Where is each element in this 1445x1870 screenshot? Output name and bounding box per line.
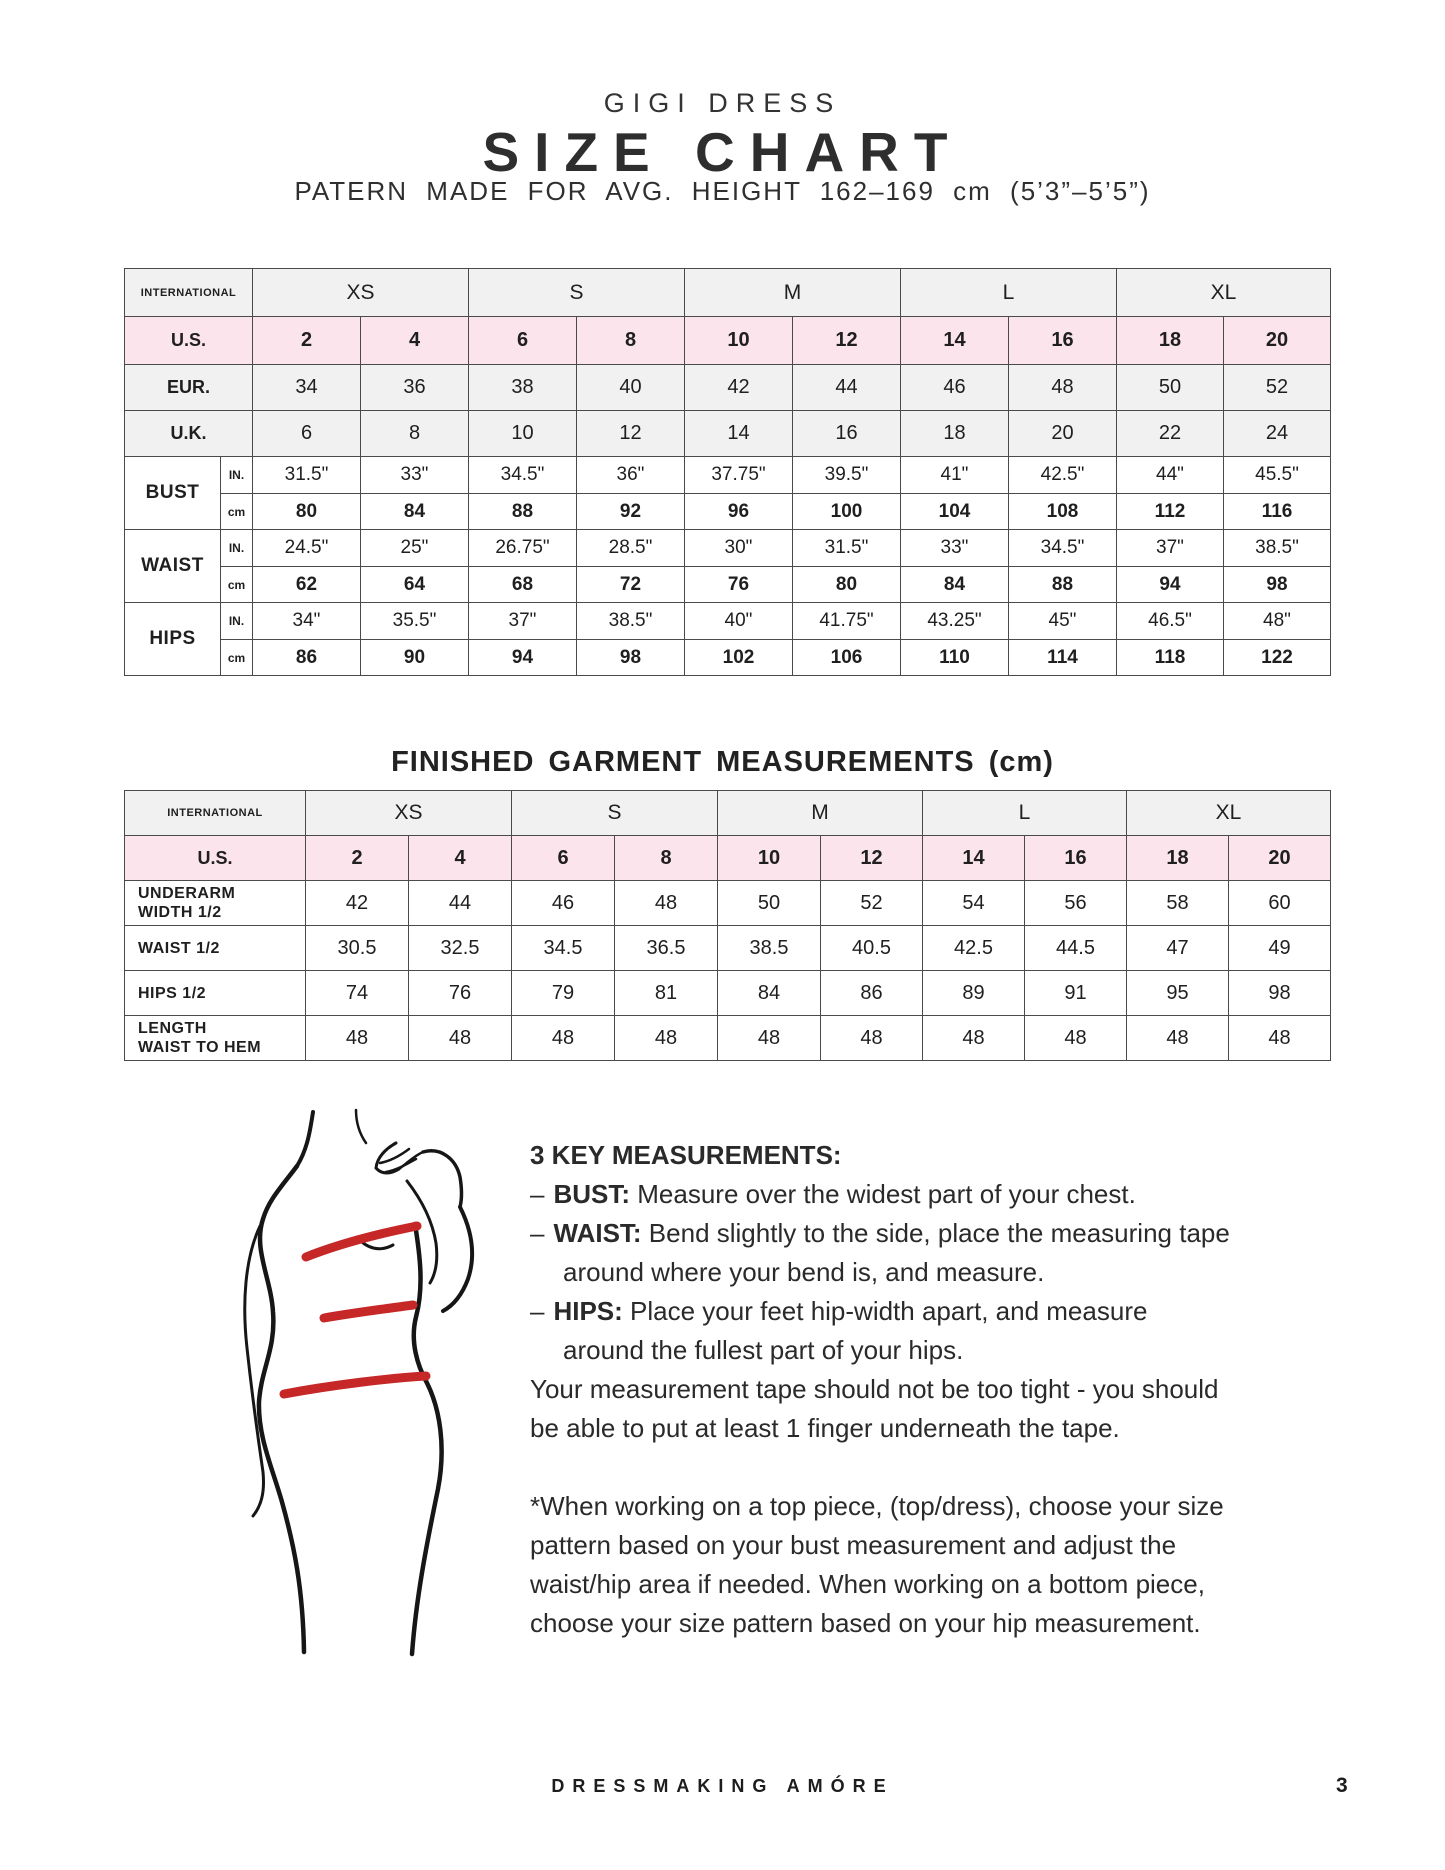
table-row-us <box>125 836 1331 881</box>
note-text: Place your feet hip-width apart, and measure around the fullest part of your hips. <box>563 1296 1148 1365</box>
eur-size-cell: 46 <box>901 365 1009 411</box>
us-size-cell: 4 <box>361 317 469 365</box>
dash-bullet: – <box>530 1296 545 1326</box>
page-number: 3 <box>1336 1774 1348 1797</box>
hips-half-cell: 76 <box>409 971 512 1016</box>
finished-garment-title: FINISHED GARMENT MEASUREMENTS (cm) <box>391 746 1054 778</box>
waist-half-cell: 40.5 <box>821 926 923 971</box>
uk-size-cell: 8 <box>361 411 469 457</box>
row-label-line: WAIST 1/2 <box>138 939 220 957</box>
waist-cm-cell: 98 <box>1224 567 1331 603</box>
size-header-xs: XS <box>253 269 469 317</box>
hips-half-row-label <box>125 971 306 1016</box>
length-cell: 48 <box>409 1016 512 1061</box>
inches-unit-label: IN. <box>221 603 253 640</box>
waist-half-cell: 38.5 <box>718 926 821 971</box>
note-item-bust <box>530 1175 1230 1214</box>
us-size-cell: 6 <box>469 317 577 365</box>
size-header-s: S <box>512 791 718 836</box>
uk-size-cell: 10 <box>469 411 577 457</box>
size-header-m: M <box>685 269 901 317</box>
note-term: HIPS: <box>553 1296 623 1326</box>
table-row-hips-cm <box>125 640 1331 676</box>
table-row-uk <box>125 411 1331 457</box>
us-size-cell: 20 <box>1224 317 1331 365</box>
hips-in-cell: 43.25" <box>901 603 1009 640</box>
waist-cm-cell: 62 <box>253 567 361 603</box>
eur-size-cell: 40 <box>577 365 685 411</box>
bust-in-cell: 33" <box>361 457 469 494</box>
hips-half-cell: 84 <box>718 971 821 1016</box>
bust-in-cell: 44" <box>1117 457 1224 494</box>
size-header-xl: XL <box>1127 791 1331 836</box>
note-text: Bend slightly to the side, place the measuring tape around where your bend is, and measure. <box>563 1218 1230 1287</box>
underarm-cell: 60 <box>1229 881 1331 926</box>
waist-half-row-label <box>125 926 306 971</box>
cm-unit-label: cm <box>221 567 253 603</box>
cm-unit-label: cm <box>221 494 253 530</box>
waist-cm-cell: 64 <box>361 567 469 603</box>
subtitle: PATERN MADE FOR AVG. HEIGHT 162–169 cm (5’3”–5’5”) <box>294 176 1151 206</box>
waist-cm-cell: 76 <box>685 567 793 603</box>
table-row-hips-in <box>125 603 1331 640</box>
size-header-xs: XS <box>306 791 512 836</box>
bust-measure-line <box>306 1226 417 1257</box>
us-size-cell: 8 <box>615 836 718 881</box>
length-cell: 48 <box>923 1016 1025 1061</box>
waist-measure-line <box>324 1305 413 1318</box>
hips-cm-cell: 102 <box>685 640 793 676</box>
eur-size-cell: 48 <box>1009 365 1117 411</box>
hips-half-cell: 74 <box>306 971 409 1016</box>
notes-heading: 3 KEY MEASUREMENTS: <box>530 1140 842 1170</box>
waist-row-label: WAIST <box>125 530 221 603</box>
length-cell: 48 <box>1025 1016 1127 1061</box>
bust-cm-cell: 80 <box>253 494 361 530</box>
row-label-line: WIDTH 1/2 <box>138 904 222 921</box>
table-row-hips-half <box>125 971 1331 1016</box>
waist-half-cell: 36.5 <box>615 926 718 971</box>
hips-half-cell: 95 <box>1127 971 1229 1016</box>
uk-size-cell: 22 <box>1117 411 1224 457</box>
bust-in-cell: 41" <box>901 457 1009 494</box>
us-row-label: U.S. <box>125 836 306 881</box>
hips-half-cell: 81 <box>615 971 718 1016</box>
waist-in-cell: 33" <box>901 530 1009 567</box>
size-selection-note: *When working on a top piece, (top/dress), choose your size pattern based on your bust measurement and adjust the waist/hip area if needed. When working on a bottom piece, choose your size pattern based on your hip measurement. <box>530 1491 1224 1638</box>
bust-cm-cell: 112 <box>1117 494 1224 530</box>
cm-unit-label: cm <box>221 640 253 676</box>
us-size-cell: 18 <box>1117 317 1224 365</box>
uk-size-cell: 6 <box>253 411 361 457</box>
hips-in-cell: 45" <box>1009 603 1117 640</box>
eur-size-cell: 38 <box>469 365 577 411</box>
eur-size-cell: 50 <box>1117 365 1224 411</box>
underarm-cell: 44 <box>409 881 512 926</box>
hips-measure-line <box>284 1376 426 1394</box>
uk-row-label: U.K. <box>125 411 253 457</box>
row-label-line: WAIST TO HEM <box>138 1039 262 1056</box>
us-size-cell: 2 <box>253 317 361 365</box>
page-title: SIZE CHART <box>482 121 963 183</box>
note-term: BUST: <box>553 1179 631 1209</box>
table-row-waist-cm <box>125 567 1331 603</box>
hips-cm-cell: 118 <box>1117 640 1224 676</box>
row-label-line: UNDERARM <box>138 885 236 902</box>
waist-half-cell: 47 <box>1127 926 1229 971</box>
hips-cm-cell: 98 <box>577 640 685 676</box>
bust-in-cell: 45.5" <box>1224 457 1331 494</box>
hips-in-cell: 34" <box>253 603 361 640</box>
brand-name: DRESSMAKING AMÓRE <box>551 1776 894 1796</box>
length-cell: 48 <box>306 1016 409 1061</box>
size-chart-table-container <box>124 268 1331 676</box>
length-cell: 48 <box>821 1016 923 1061</box>
bust-in-cell: 42.5" <box>1009 457 1117 494</box>
length-cell: 48 <box>718 1016 821 1061</box>
waist-in-cell: 26.75" <box>469 530 577 567</box>
neck-left-line <box>297 1112 313 1166</box>
hips-cm-cell: 122 <box>1224 640 1331 676</box>
us-size-cell: 16 <box>1025 836 1127 881</box>
note-term: WAIST: <box>553 1218 642 1248</box>
uk-size-cell: 24 <box>1224 411 1331 457</box>
bust-cm-cell: 108 <box>1009 494 1117 530</box>
hips-in-cell: 40" <box>685 603 793 640</box>
eur-size-cell: 42 <box>685 365 793 411</box>
underarm-cell: 42 <box>306 881 409 926</box>
length-row-label <box>125 1016 306 1061</box>
underarm-cell: 58 <box>1127 881 1229 926</box>
uk-size-cell: 16 <box>793 411 901 457</box>
table-row <box>125 269 1331 317</box>
us-size-cell: 6 <box>512 836 615 881</box>
us-row-label: U.S. <box>125 317 253 365</box>
inches-unit-label: IN. <box>221 457 253 494</box>
hips-half-cell: 79 <box>512 971 615 1016</box>
uk-size-cell: 12 <box>577 411 685 457</box>
bust-cm-cell: 88 <box>469 494 577 530</box>
waist-in-cell: 25" <box>361 530 469 567</box>
tape-tightness-note: Your measurement tape should not be too tight - you should be able to put at least 1 finger underneath the tape. <box>530 1374 1219 1443</box>
finished-garment-table-container <box>124 790 1331 1061</box>
finished-garment-table <box>124 790 1331 1061</box>
hips-in-cell: 35.5" <box>361 603 469 640</box>
length-cell: 48 <box>1229 1016 1331 1061</box>
table-row-waist-half <box>125 926 1331 971</box>
upper-arm-outline <box>443 1207 472 1311</box>
bust-cm-cell: 84 <box>361 494 469 530</box>
note-item-waist <box>530 1214 1230 1292</box>
pattern-name: GIGI DRESS <box>603 88 842 118</box>
bust-in-cell: 34.5" <box>469 457 577 494</box>
hips-in-cell: 48" <box>1224 603 1331 640</box>
hips-in-cell: 38.5" <box>577 603 685 640</box>
dash-bullet: – <box>530 1218 545 1248</box>
underarm-cell: 54 <box>923 881 1025 926</box>
uk-size-cell: 20 <box>1009 411 1117 457</box>
hips-half-cell: 91 <box>1025 971 1127 1016</box>
us-size-cell: 18 <box>1127 836 1229 881</box>
eur-size-cell: 52 <box>1224 365 1331 411</box>
uk-size-cell: 18 <box>901 411 1009 457</box>
hips-half-cell: 86 <box>821 971 923 1016</box>
eur-size-cell: 44 <box>793 365 901 411</box>
size-header-l: L <box>901 269 1117 317</box>
note-item-hips <box>530 1292 1230 1370</box>
length-cell: 48 <box>512 1016 615 1061</box>
inches-unit-label: IN. <box>221 530 253 567</box>
underarm-row-label <box>125 881 306 926</box>
eur-size-cell: 36 <box>361 365 469 411</box>
hips-in-cell: 41.75" <box>793 603 901 640</box>
us-size-cell: 16 <box>1009 317 1117 365</box>
underarm-cell: 48 <box>615 881 718 926</box>
us-size-cell: 10 <box>718 836 821 881</box>
bust-cm-cell: 96 <box>685 494 793 530</box>
bust-row-label: BUST <box>125 457 221 530</box>
us-size-cell: 2 <box>306 836 409 881</box>
hips-cm-cell: 94 <box>469 640 577 676</box>
waist-cm-cell: 88 <box>1009 567 1117 603</box>
waist-cm-cell: 72 <box>577 567 685 603</box>
waist-in-cell: 24.5" <box>253 530 361 567</box>
hips-row-label: HIPS <box>125 603 221 676</box>
eur-size-cell: 34 <box>253 365 361 411</box>
uk-size-cell: 14 <box>685 411 793 457</box>
length-cell: 48 <box>1127 1016 1229 1061</box>
row-label-line: HIPS 1/2 <box>138 984 207 1002</box>
us-size-cell: 12 <box>821 836 923 881</box>
bust-cm-cell: 92 <box>577 494 685 530</box>
waist-cm-cell: 94 <box>1117 567 1224 603</box>
forearm-outline <box>423 1151 462 1207</box>
bust-in-cell: 39.5" <box>793 457 901 494</box>
left-body-outline <box>259 1166 304 1652</box>
bust-in-cell: 31.5" <box>253 457 361 494</box>
size-header-s: S <box>469 269 685 317</box>
table-row-bust-cm <box>125 494 1331 530</box>
waist-in-cell: 31.5" <box>793 530 901 567</box>
eur-row-label: EUR. <box>125 365 253 411</box>
underarm-cell: 46 <box>512 881 615 926</box>
bust-in-cell: 36" <box>577 457 685 494</box>
waist-in-cell: 34.5" <box>1009 530 1117 567</box>
us-size-cell: 10 <box>685 317 793 365</box>
bust-cm-cell: 116 <box>1224 494 1331 530</box>
bust-cm-cell: 104 <box>901 494 1009 530</box>
length-cell: 48 <box>615 1016 718 1061</box>
bust-cm-cell: 100 <box>793 494 901 530</box>
table-row-us <box>125 317 1331 365</box>
row-label-line: LENGTH <box>138 1020 207 1037</box>
waist-half-cell: 32.5 <box>409 926 512 971</box>
table-row-eur <box>125 365 1331 411</box>
international-header: INTERNATIONAL <box>125 791 306 836</box>
us-size-cell: 4 <box>409 836 512 881</box>
hips-cm-cell: 86 <box>253 640 361 676</box>
us-size-cell: 20 <box>1229 836 1331 881</box>
hips-cm-cell: 110 <box>901 640 1009 676</box>
size-chart-table <box>124 268 1331 676</box>
hips-cm-cell: 106 <box>793 640 901 676</box>
us-size-cell: 14 <box>901 317 1009 365</box>
table-row <box>125 791 1331 836</box>
underarm-cell: 56 <box>1025 881 1127 926</box>
us-size-cell: 14 <box>923 836 1025 881</box>
waist-half-cell: 34.5 <box>512 926 615 971</box>
waist-half-cell: 42.5 <box>923 926 1025 971</box>
measurement-notes <box>530 1136 1230 1643</box>
table-row-length <box>125 1016 1331 1061</box>
waist-half-cell: 30.5 <box>306 926 409 971</box>
us-size-cell: 12 <box>793 317 901 365</box>
dash-bullet: – <box>530 1179 545 1209</box>
waist-in-cell: 28.5" <box>577 530 685 567</box>
left-arm-outline <box>245 1226 264 1516</box>
table-row-waist-in <box>125 530 1331 567</box>
waist-half-cell: 49 <box>1229 926 1331 971</box>
hips-cm-cell: 90 <box>361 640 469 676</box>
waist-in-cell: 30" <box>685 530 793 567</box>
hips-half-cell: 89 <box>923 971 1025 1016</box>
neck-right-line <box>356 1110 366 1143</box>
waist-cm-cell: 84 <box>901 567 1009 603</box>
waist-cm-cell: 68 <box>469 567 577 603</box>
size-header-m: M <box>718 791 923 836</box>
table-row-bust-in <box>125 457 1331 494</box>
hips-in-cell: 37" <box>469 603 577 640</box>
international-header: INTERNATIONAL <box>125 269 253 317</box>
hips-half-cell: 98 <box>1229 971 1331 1016</box>
hips-cm-cell: 114 <box>1009 640 1117 676</box>
waist-in-cell: 37" <box>1117 530 1224 567</box>
underarm-cell: 52 <box>821 881 923 926</box>
waist-cm-cell: 80 <box>793 567 901 603</box>
right-body-outline <box>412 1224 442 1654</box>
us-size-cell: 8 <box>577 317 685 365</box>
waist-half-cell: 44.5 <box>1025 926 1127 971</box>
underarm-cell: 50 <box>718 881 821 926</box>
body-measurement-figure <box>210 1106 510 1666</box>
table-row-underarm <box>125 881 1331 926</box>
waist-in-cell: 38.5" <box>1224 530 1331 567</box>
note-text: Measure over the widest part of your chest. <box>630 1179 1136 1209</box>
size-header-l: L <box>923 791 1127 836</box>
hips-in-cell: 46.5" <box>1117 603 1224 640</box>
bust-in-cell: 37.75" <box>685 457 793 494</box>
size-header-xl: XL <box>1117 269 1331 317</box>
